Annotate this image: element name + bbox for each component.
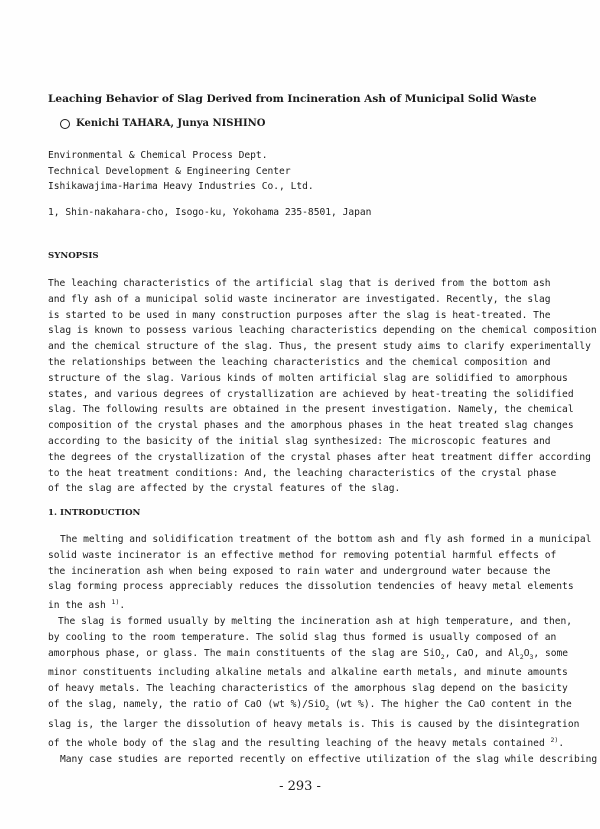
intro-line: of heavy metals. The leaching characteristics of the amorphous slag depend on the basicity bbox=[48, 683, 568, 695]
synopsis-line: The leaching characteristics of the artificial slag that is derived from the bottom ash bbox=[48, 278, 551, 289]
author-names: Kenichi TAHARA, Junya NISHINO bbox=[76, 118, 266, 129]
synopsis-line: composition of the crystal phases and the amorphous phases in the heat treated slag changes bbox=[48, 420, 574, 432]
synopsis-line: slag. The following results are obtained in the present investigation. Namely, the chemical bbox=[48, 404, 574, 416]
synopsis-line: states, and various degrees of crystallization are achieved by heat-treating the solidified bbox=[48, 388, 574, 400]
intro-text: , some bbox=[533, 647, 569, 659]
intro-line: Many case studies are reported recently on effective utilization of the slag while describing bbox=[60, 753, 598, 765]
subscript: 3 bbox=[529, 652, 534, 661]
intro-line: The slag is formed usually by melting the incineration ash at high temperature, and then, bbox=[58, 616, 573, 628]
synopsis-line: structure of the slag. Various kinds of molten artificial slag are solidified to amorphous bbox=[48, 372, 568, 384]
intro-line: by cooling to the room temperature. The solid slag thus formed is usually composed of an bbox=[48, 631, 557, 643]
synopsis-line: slag is known to possess various leaching characteristics depending on the chemical composition bbox=[48, 325, 597, 337]
reference-2: 2) bbox=[550, 735, 559, 744]
intro-text: O bbox=[523, 647, 530, 659]
page-number: - 293 - bbox=[279, 779, 321, 794]
subscript: 2 bbox=[325, 703, 330, 712]
intro-line: slag forming process appreciably reduces the dissolution tendencies of heavy metal elements bbox=[48, 581, 574, 593]
intro-line bbox=[48, 697, 572, 717]
synopsis-line: and fly ash of a municipal solid waste incinerator are investigated. Recently, the slag bbox=[48, 293, 551, 305]
synopsis-line: to the heat treatment conditions: And, the leaching characteristics of the crystal phase bbox=[48, 467, 557, 479]
synopsis-body bbox=[48, 276, 597, 497]
subscript: 2 bbox=[519, 652, 524, 661]
reference-1: 1) bbox=[111, 598, 120, 607]
affiliation-line: Technical Development & Engineering Center bbox=[48, 165, 291, 177]
intro-line: minor constituents including alkaline metals and alkaline earth metals, and minute amounts bbox=[48, 667, 568, 679]
synopsis-line: the relationships between the leaching characteristics and the chemical composition and bbox=[48, 356, 551, 368]
intro-text: (wt %). The higher the CaO content in the bbox=[329, 699, 572, 711]
synopsis-heading: SYNOPSIS bbox=[48, 251, 99, 261]
synopsis-line: and the chemical structure of the slag. Thus, the present study aims to clarify experimentally bbox=[48, 341, 591, 353]
address: 1, Shin-nakahara-cho, Isogo-ku, Yokohama 235-8501, Japan bbox=[48, 207, 372, 218]
paper-title: Leaching Behavior of Slag Derived from Incineration Ash of Municipal Solid Waste bbox=[48, 93, 537, 105]
intro-text: , CaO, and Al bbox=[444, 647, 520, 659]
intro-line: of the whole body of the slag and the resulting leaching of the heavy metals contained $^{2)}$. bbox=[48, 735, 565, 749]
intro-text: of the slag, namely, the ratio of CaO (wt %)/SiO bbox=[48, 699, 326, 711]
intro-text: of the whole body of the slag and the resulting leaching of the heavy metals contained bbox=[48, 737, 545, 749]
intro-line: solid waste incinerator is an effective method for removing potential harmful effects of bbox=[48, 549, 557, 561]
intro-text: amorphous phase, or glass. The main constituents of the slag are SiO bbox=[48, 647, 441, 659]
synopsis-line: of the slag are affected by the crystal features of the slag. bbox=[48, 483, 401, 495]
affiliation bbox=[48, 148, 314, 195]
synopsis-line: according to the basicity of the initial slag synthesized: The microscopic features and bbox=[48, 435, 551, 447]
subscript: 2 bbox=[440, 652, 445, 661]
introduction-heading: 1. INTRODUCTION bbox=[48, 508, 141, 518]
intro-line: the incineration ash when being exposed to rain water and underground water because the bbox=[48, 565, 551, 577]
affiliation-line: Environmental & Chemical Process Dept. bbox=[48, 150, 268, 161]
intro-line: slag is, the larger the dissolution of heavy metals is. This is caused by the disintegration bbox=[48, 718, 580, 730]
introduction-body bbox=[48, 532, 598, 767]
synopsis-line: is started to be used in many construction purposes after the slag is heat-treated. The bbox=[48, 309, 551, 321]
presenter-circle-icon bbox=[60, 119, 70, 129]
intro-text: in the ash bbox=[48, 600, 106, 612]
intro-line: The melting and solidification treatment of the bottom ash and fly ash formed in a municipal bbox=[60, 534, 592, 545]
intro-line bbox=[48, 646, 569, 666]
authors bbox=[60, 118, 266, 129]
synopsis-line: the degrees of the crystallization of the crystal phases after heat treatment differ according bbox=[48, 451, 591, 463]
affiliation-line: Ishikawajima-Harima Heavy Industries Co., Ltd. bbox=[48, 181, 314, 192]
intro-line: in the ash $^{1)}$. bbox=[48, 598, 126, 612]
